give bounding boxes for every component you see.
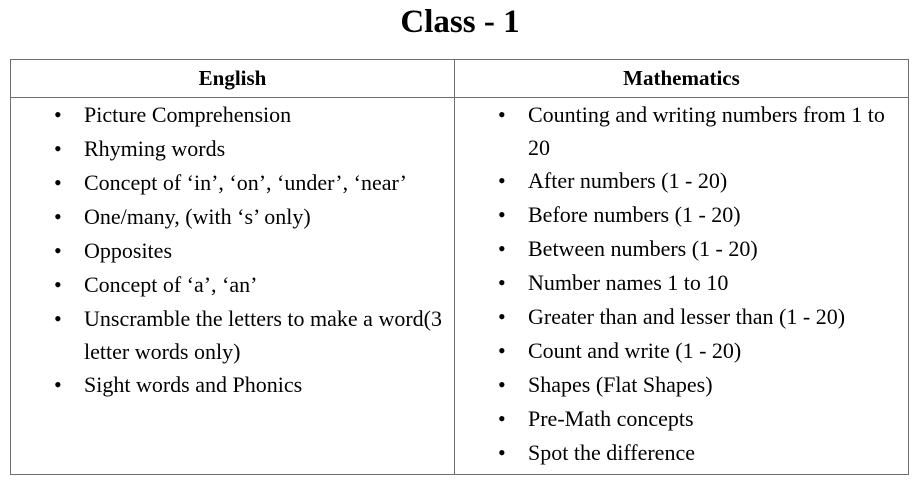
english-topics-cell: [11, 98, 455, 475]
list-item: • Shapes (Flat Shapes): [455, 368, 908, 402]
list-item: • Concept of ‘a’, ‘an’: [11, 268, 454, 302]
list-item: • Rhyming words: [11, 132, 454, 166]
column-heading-english: English: [11, 60, 455, 98]
list-item: • Before numbers (1 - 20): [455, 198, 908, 232]
list-item: • Between numbers (1 - 20): [455, 232, 908, 266]
list-item: • Pre-Math concepts: [455, 402, 908, 436]
list-item: • Unscramble the letters to make a word(3 letter words only): [11, 302, 454, 368]
list-item: • One/many, (with ‘s’ only): [11, 200, 454, 234]
list-item: • Concept of ‘in’, ‘on’, ‘under’, ‘near’: [11, 166, 454, 200]
page-title: Class - 1: [400, 4, 520, 40]
list-item: • Picture Comprehension: [11, 98, 454, 132]
english-topic-list: [11, 98, 454, 402]
table-header-row: [11, 60, 909, 98]
syllabus-table: [10, 59, 909, 475]
column-heading-mathematics: Mathematics: [455, 60, 909, 98]
list-item: • Count and write (1 - 20): [455, 334, 908, 368]
list-item: • Greater than and lesser than (1 - 20): [455, 300, 908, 334]
list-item: • Number names 1 to 10: [455, 266, 908, 300]
list-item: • Sight words and Phonics: [11, 368, 454, 402]
list-item: • Opposites: [11, 234, 454, 268]
table-body-row: [11, 98, 909, 475]
list-item: • Counting and writing numbers from 1 to 20: [455, 98, 908, 164]
list-item: • Spot the difference: [455, 436, 908, 470]
list-item: • After numbers (1 - 20): [455, 164, 908, 198]
mathematics-topic-list: [455, 98, 908, 470]
mathematics-topics-cell: [455, 98, 909, 475]
